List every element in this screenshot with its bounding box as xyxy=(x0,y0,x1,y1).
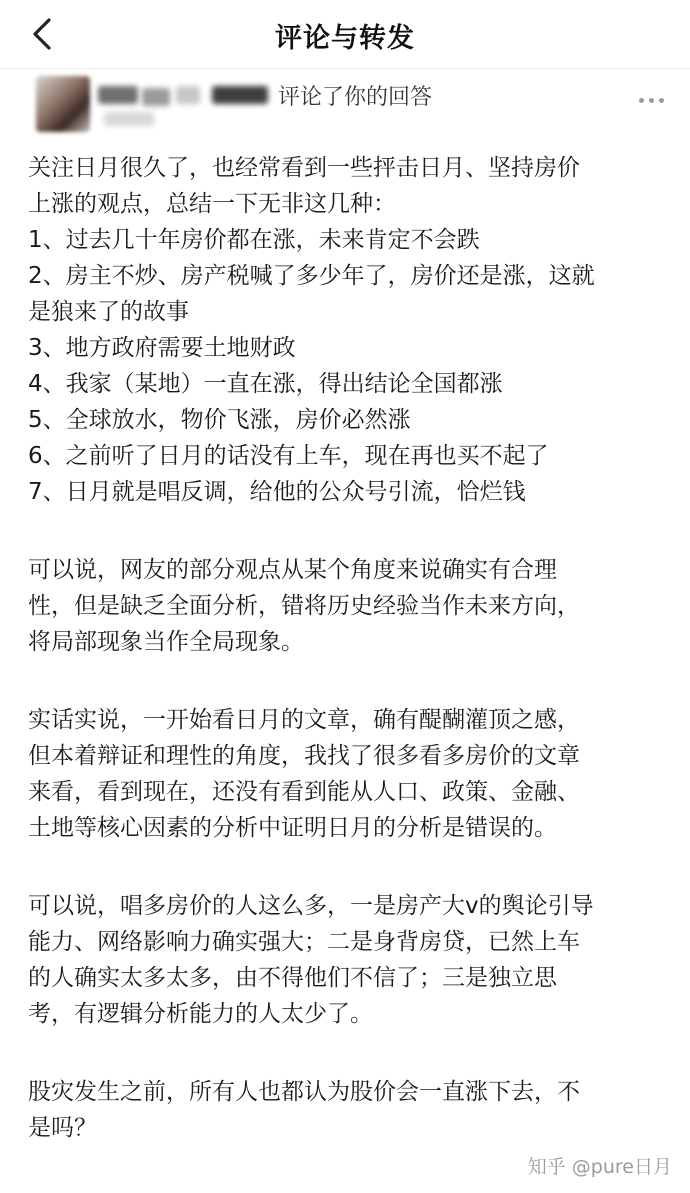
text-line: 将局部现象当作全局现象。 xyxy=(28,629,304,655)
list-item: 6、之前听了日月的话没有上车，现在再也买不起了 xyxy=(28,443,549,469)
text-line: 但本着辩证和理性的角度，我找了很多看多房价的文章 xyxy=(28,743,580,769)
blurred-username xyxy=(176,86,200,104)
text-line: 性，但是缺乏全面分析，错将历史经验当作未来方向， xyxy=(28,593,580,619)
blurred-username xyxy=(142,88,170,106)
page-title: 评论与转发 xyxy=(275,23,415,54)
list-item: 是狼来了的故事 xyxy=(28,299,189,325)
comment-paragraph xyxy=(28,1074,668,1146)
comment-action-text: 评论了你的回答 xyxy=(278,85,433,110)
comment-paragraph xyxy=(28,888,668,1032)
avatar[interactable] xyxy=(36,76,90,132)
text-line: 来看，看到现在，还没有看到能从人口、政策、金融、 xyxy=(28,779,580,805)
text-line: 土地等核心因素的分析中证明日月的分析是错误的。 xyxy=(28,815,557,841)
list-item: 4、我家（某地）一直在涨，得出结论全国都涨 xyxy=(28,371,503,397)
text-line: 关注日月很久了，也经常看到一些抨击日月、坚持房价 xyxy=(28,155,580,181)
text-line: 股灾发生之前，所有人也都认为股价会一直涨下去，不 xyxy=(28,1079,580,1105)
list-item: 5、全球放水，物价飞涨，房价必然涨 xyxy=(28,407,411,433)
more-options-button[interactable] xyxy=(639,98,664,103)
text-line: 考，有逻辑分析能力的人太少了。 xyxy=(28,1001,373,1027)
comment-body xyxy=(28,150,668,1146)
text-line: 可以说，唱多房价的人这么多，一是房产大v的舆论引导 xyxy=(28,893,594,919)
comment-meta xyxy=(0,68,690,138)
top-bar xyxy=(0,0,690,69)
more-dot-icon xyxy=(649,98,654,103)
comment-paragraph xyxy=(28,702,668,846)
blurred-username xyxy=(212,86,268,104)
text-line: 上涨的观点，总结一下无非这几种： xyxy=(28,191,396,217)
more-dot-icon xyxy=(659,98,664,103)
list-item: 2、房主不炒、房产税喊了多少年了，房价还是涨，这就 xyxy=(28,263,595,289)
blurred-timestamp xyxy=(104,112,154,126)
list-item: 7、日月就是唱反调，给他的公众号引流，恰烂钱 xyxy=(28,479,526,505)
list-item: 1、过去几十年房价都在涨，未来肯定不会跌 xyxy=(28,227,480,253)
blurred-username xyxy=(98,86,138,104)
text-line: 可以说，网友的部分观点从某个角度来说确实有合理 xyxy=(28,557,557,583)
list-item: 3、地方政府需要土地财政 xyxy=(28,335,296,361)
text-line: 能力、网络影响力确实强大；二是身背房贷，已然上车 xyxy=(28,929,580,955)
comment-paragraph xyxy=(28,150,668,510)
text-line: 实话实说，一开始看日月的文章，确有醍醐灌顶之感， xyxy=(28,707,580,733)
text-line: 的人确实太多太多，由不得他们不信了；三是独立思 xyxy=(28,965,557,991)
watermark: 知乎 @pure日月 xyxy=(527,1156,672,1178)
more-dot-icon xyxy=(639,98,644,103)
comment-paragraph xyxy=(28,552,668,660)
text-line: 是吗？ xyxy=(28,1115,97,1141)
